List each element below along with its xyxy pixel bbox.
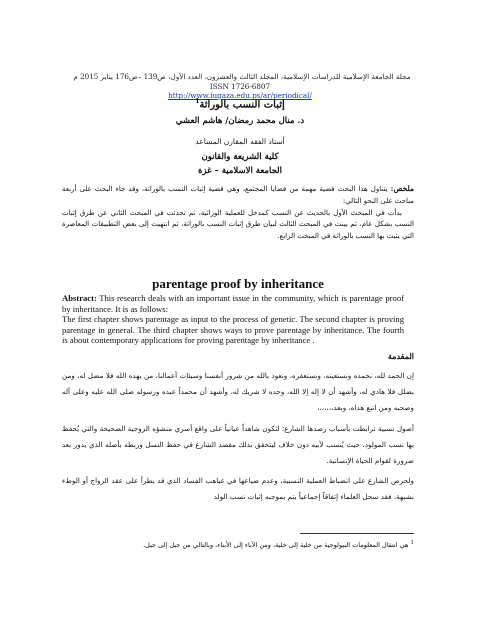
journal-citation-text: مجلة الجامعة الإسلامية للدراسات الإسلامية، المجلد الثالث والعشرون، العدد الأول، ص139 –ص176 يناير 2015 م	[73, 72, 411, 81]
footnote-marker: 1	[410, 540, 414, 546]
title-footnote-marker[interactable]: 1	[195, 98, 200, 105]
abstract-english-para1	[62, 293, 404, 314]
abstract-english-text1: This research deals with an important issue in the community, which is parentage proof by inheritance. It is as follows:	[62, 293, 404, 314]
abstract-arabic-label: ملخص:	[390, 184, 414, 193]
abstract-english-para2: The first chapter shows parentage as input to the process of genetic. The second chapter is proving parentage in general. The third chapter shows ways to prove parentage by inheritance. The fourth is about contemporary applications for proving parentage by inheritance .	[62, 314, 404, 346]
article-title-english: parentage proof by inheritance	[152, 276, 324, 291]
journal-url-link[interactable]: http://www.iugaza.edu.ps/ar/periodical/	[168, 91, 312, 100]
introduction-para1: إن الحمد لله، نحمده ونستعينه، ونستغفره، ونعوذ بالله من شرور أنفسنا وسيئات أعمالنا، من يهده الله فلا مضل له، ومن يضلل فلا هادي له، وأشهد أن لا إله إلا الله، وحده لا شريك له، وأشهد أن محمداً عبده ورسوله صلى الله عليه وعلى آله وصحبه ومن اتبع هداه، وبعد،،،،،،،	[62, 371, 414, 412]
author-names: د. منال محمد رمضان/ هاشم العشي	[175, 116, 305, 126]
faculty-name: كلية الشريعة والقانون	[201, 152, 279, 162]
footnote-text: هي انتقال المعلومات البيولوجية من خلية إلى خلية، ومن الآباء إلى الأبناء، وبالتالي من جيل إلى جيل.	[143, 541, 409, 550]
university-name: الجامعة الاسلامية – غزة	[197, 166, 283, 176]
introduction-para2: أصول نسبية ترابطت بأسباب رصدها الشارع؛ لتكون شاهداً عيانياً على واقع أسري منشؤه الزوجية الصحيحة والتي يُحفظ بها نسب المولود، حيث يُنسب لأبيه دون خلاف ليتحقق بذلك مقصد الشارع في حفظ النسل وربطه بأصله الذي يدور بعد ضرورة لقوام الحياة الإنسانية.	[62, 423, 414, 465]
abstract-arabic-para2: بدأت في المبحث الأول بالحديث عن النسب كمدخل للعملية الوراثية، ثم تحدثت في المبحث الثاني عن طرق إثبات النسب بشكل عام، ثم بينت في المبحث الثالث لبيان طرق إثبات النسب بالوراثة، ثم انتهيت إلى بعض التطبيقات المعاصرة التي يثبت بها النسب بالوراثة في المبحث الرابع.	[62, 208, 414, 241]
article-title-arabic	[120, 98, 360, 110]
issn: ISSN 1726-6807	[209, 82, 271, 91]
abstract-arabic-para1	[62, 183, 414, 208]
introduction-para3: ولحرص الشارع على انضباط العملية النسبية، وعدم ضياعها في غياهب الفساد الذي قد يطرأ على عقد الزواج أو الوطء بشبهة، فقد سجل العلماء إتفاقاً إجماعياً يتم بموجبه إثبات نسب الولد	[62, 476, 414, 502]
abstract-english	[62, 293, 404, 346]
abstract-arabic-text1: يتناول هذا البحث قضية مهمة من قضايا المجتمع، وهي قضية إثبات النسب بالوراثة، وقد جاء البحث على أربعة مباحث على النحو التالي:	[62, 185, 414, 205]
footnote-divider	[300, 533, 414, 534]
article-title-text: إثبات النسب بالوراثة	[199, 99, 285, 111]
introduction-heading: المقدمة	[387, 351, 414, 361]
academic-rank: أستاذ الفقه المقارن المساعد	[195, 137, 285, 146]
footnote	[62, 540, 414, 549]
journal-citation	[70, 71, 414, 82]
introduction-body	[62, 368, 414, 510]
abstract-arabic	[62, 183, 414, 243]
abstract-english-label: Abstract:	[62, 293, 97, 303]
